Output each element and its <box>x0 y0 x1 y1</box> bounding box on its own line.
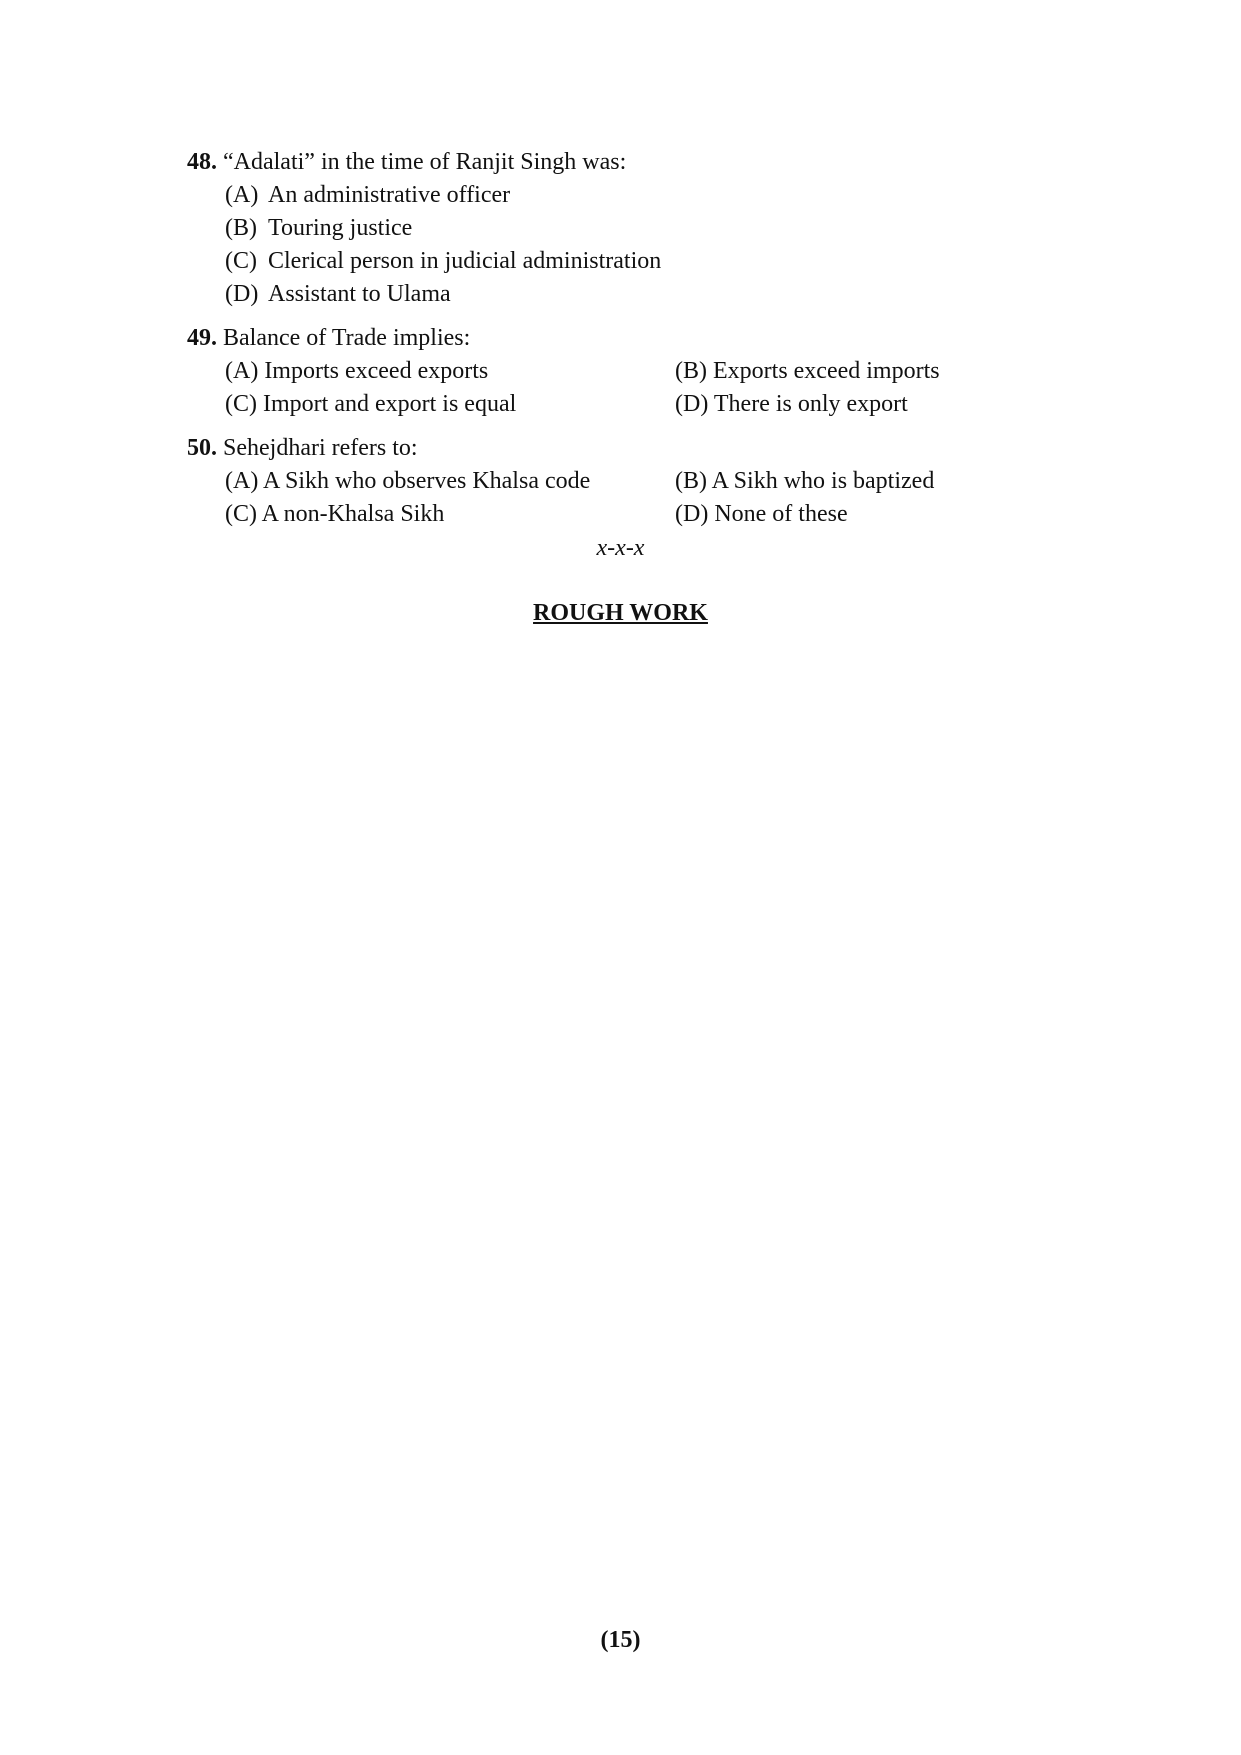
option-text: Clerical person in judicial administration <box>268 248 662 274</box>
option-text: An administrative officer <box>268 182 511 208</box>
option-row <box>225 388 1087 421</box>
option-a: (A) A Sikh who observes Khalsa code <box>225 468 591 494</box>
option-b <box>225 212 1087 245</box>
option-c <box>225 245 1087 278</box>
option-d: (D) There is only export <box>675 391 908 417</box>
question-number: 50. <box>187 435 217 461</box>
question-49 <box>187 322 1087 421</box>
option-letter: (A) <box>225 182 259 208</box>
question-text: Sehejdhari refers to: <box>223 435 418 461</box>
question-number: 48. <box>187 149 217 175</box>
question-text: “Adalati” in the time of Ranjit Singh was: <box>223 149 627 175</box>
question-number: 49. <box>187 325 217 351</box>
option-b: (B) A Sikh who is baptized <box>675 468 935 494</box>
option-list <box>225 465 1087 531</box>
option-row <box>225 465 1087 498</box>
option-c: (C) A non-Khalsa Sikh <box>225 501 445 527</box>
option-a <box>225 179 1087 212</box>
option-list <box>225 179 1087 311</box>
option-d: (D) None of these <box>675 501 848 527</box>
option-row <box>225 498 1087 531</box>
option-letter: (C) <box>225 248 257 274</box>
option-text: Touring justice <box>268 215 413 241</box>
question-stem <box>187 322 1087 355</box>
page-number: (15) <box>600 1627 641 1653</box>
option-text: Assistant to Ulama <box>268 281 451 307</box>
end-separator: x-x-x <box>596 535 645 561</box>
option-c: (C) Import and export is equal <box>225 391 517 417</box>
option-a: (A) Imports exceed exports <box>225 358 489 384</box>
option-d <box>225 278 1087 311</box>
question-50 <box>187 432 1087 531</box>
option-row <box>225 355 1087 388</box>
option-b: (B) Exports exceed imports <box>675 358 940 384</box>
question-48 <box>187 146 1087 311</box>
rough-work-heading: ROUGH WORK <box>533 600 708 626</box>
option-list <box>225 355 1087 421</box>
question-stem <box>187 432 1087 465</box>
option-letter: (B) <box>225 215 257 241</box>
question-stem <box>187 146 1087 179</box>
question-text: Balance of Trade implies: <box>223 325 471 351</box>
option-letter: (D) <box>225 281 259 307</box>
